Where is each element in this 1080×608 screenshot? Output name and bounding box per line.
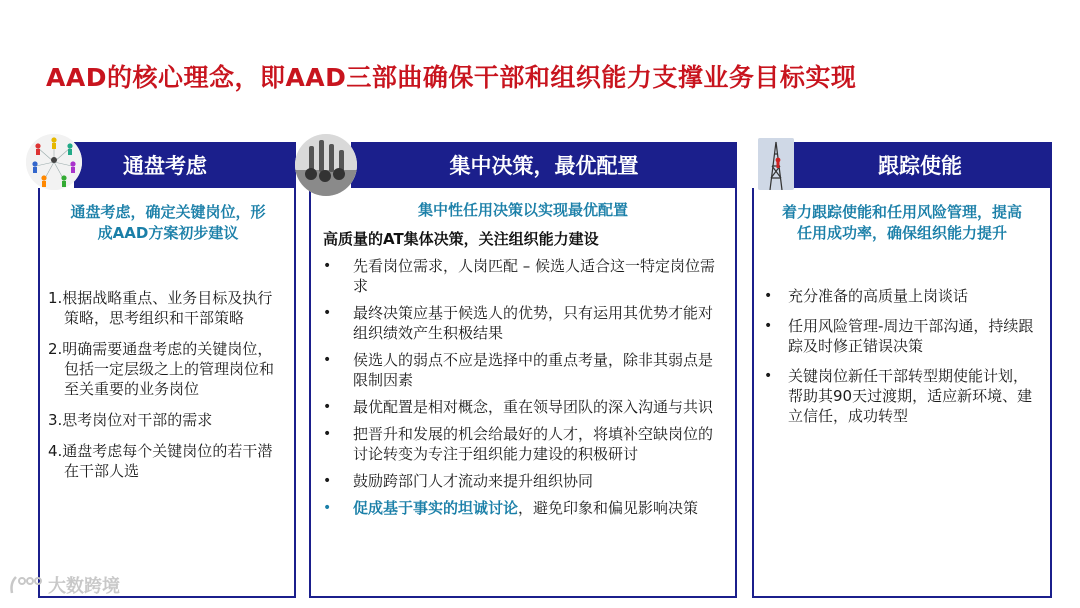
tower-climber-icon [758,138,794,190]
column-subhead: 集中性任用决策以实现最优配置 [417,201,628,219]
watermark-text: 大数跨境 [48,576,120,597]
column-subhead [762,202,1042,244]
list-item: 4.通盘考虑每个关键岗位的若干潜在干部人选 [48,442,273,480]
column-body [309,188,737,598]
bullet-icon: • [764,288,773,304]
list-item [321,471,721,491]
list-item [321,256,721,296]
column-header-label: 跟踪使能 [878,154,962,178]
column-subhead [50,202,286,244]
subhead-line: 通盘考虑，确定关键岗位，形 [70,203,266,221]
list-item-text: 先看岗位需求，人岗匹配 – 候选人适合这一特定岗位需求 [353,257,716,295]
list-item [764,316,1038,356]
column-centralized-decision [309,142,737,598]
list-item [321,397,721,417]
bullet-icon: • [764,368,773,384]
list-item [321,424,721,464]
bullet-icon: • [323,473,332,489]
bullet-icon: • [323,500,332,516]
column-body [38,188,296,598]
page-title: AAD的核心理念，即AAD三部曲确保干部和组织能力支撑业务目标实现 [46,63,857,92]
bullet-list [764,286,1038,436]
list-item [764,366,1038,426]
list-item [764,286,1038,306]
people-network-icon [26,134,82,190]
column-lead-text: 高质量的AT集体决策，关注组织能力建设 [323,230,599,248]
list-item-text: 任用风险管理-周边干部沟通，持续跟踪及时修正错误决策 [788,317,1034,355]
list-item: 2.明确需要通盘考虑的关键岗位，包括一定层级之上的管理岗位和至关重要的业务岗位 [48,340,275,398]
bullet-list [321,256,721,525]
column-tracking-enablement [752,142,1052,598]
subhead-line: 着力跟踪使能和任用风险管理，提高 [781,203,1022,221]
column-header [351,142,737,188]
list-item [321,303,721,343]
list-item-text: 充分准备的高质量上岗谈话 [788,287,969,305]
bullet-icon: • [764,318,773,334]
subhead-line: 成AAD方案初步建议 [97,224,239,242]
list-item-highlight: 促成基于事实的坦诚讨论 [353,499,519,517]
bullet-icon: • [323,426,332,442]
raised-hands-icon [295,134,357,196]
column-overall-consideration [38,142,296,598]
bullet-icon: • [323,258,332,274]
list-item-text: 最终决策应基于候选人的优势，只有运用其优势才能对组织绩效产生积极结果 [353,304,714,342]
list-item: 3.思考岗位对干部的需求 [48,411,213,429]
brand-logo-icon [8,573,42,597]
list-item [321,498,721,518]
column-header [788,142,1052,188]
list-item-text: 侯选人的弱点不应是选择中的重点考量，除非其弱点是限制因素 [353,351,714,389]
watermark [8,572,120,598]
bullet-icon: • [323,399,332,415]
column-body [752,188,1052,598]
column-header-label: 集中决策，最优配置 [449,154,639,178]
list-item: 1.根据战略重点、业务目标及执行策略，思考组织和干部策略 [48,289,273,327]
list-item-text: ，避免印象和偏见影响决策 [518,499,699,517]
list-item-text: 关键岗位新任干部转型期使能计划，帮助其90天过渡期，适应新环境、建立信任，成功转型 [788,367,1033,425]
subhead-line: 任用成功率，确保组织能力提升 [796,224,1007,242]
list-item-text: 最优配置是相对概念，重在领导团队的深入沟通与共识 [353,398,714,416]
bullet-icon: • [323,305,332,321]
bullet-icon: • [323,352,332,368]
list-item-text: 鼓励跨部门人才流动来提升组织协同 [353,472,594,490]
numbered-list [48,288,284,492]
column-header-label: 通盘考虑 [123,154,207,178]
list-item-text: 把晋升和发展的机会给最好的人才，将填补空缺岗位的讨论转变为专注于组织能力建设的积极研讨 [353,425,714,463]
column-header [74,142,296,188]
list-item [321,350,721,390]
